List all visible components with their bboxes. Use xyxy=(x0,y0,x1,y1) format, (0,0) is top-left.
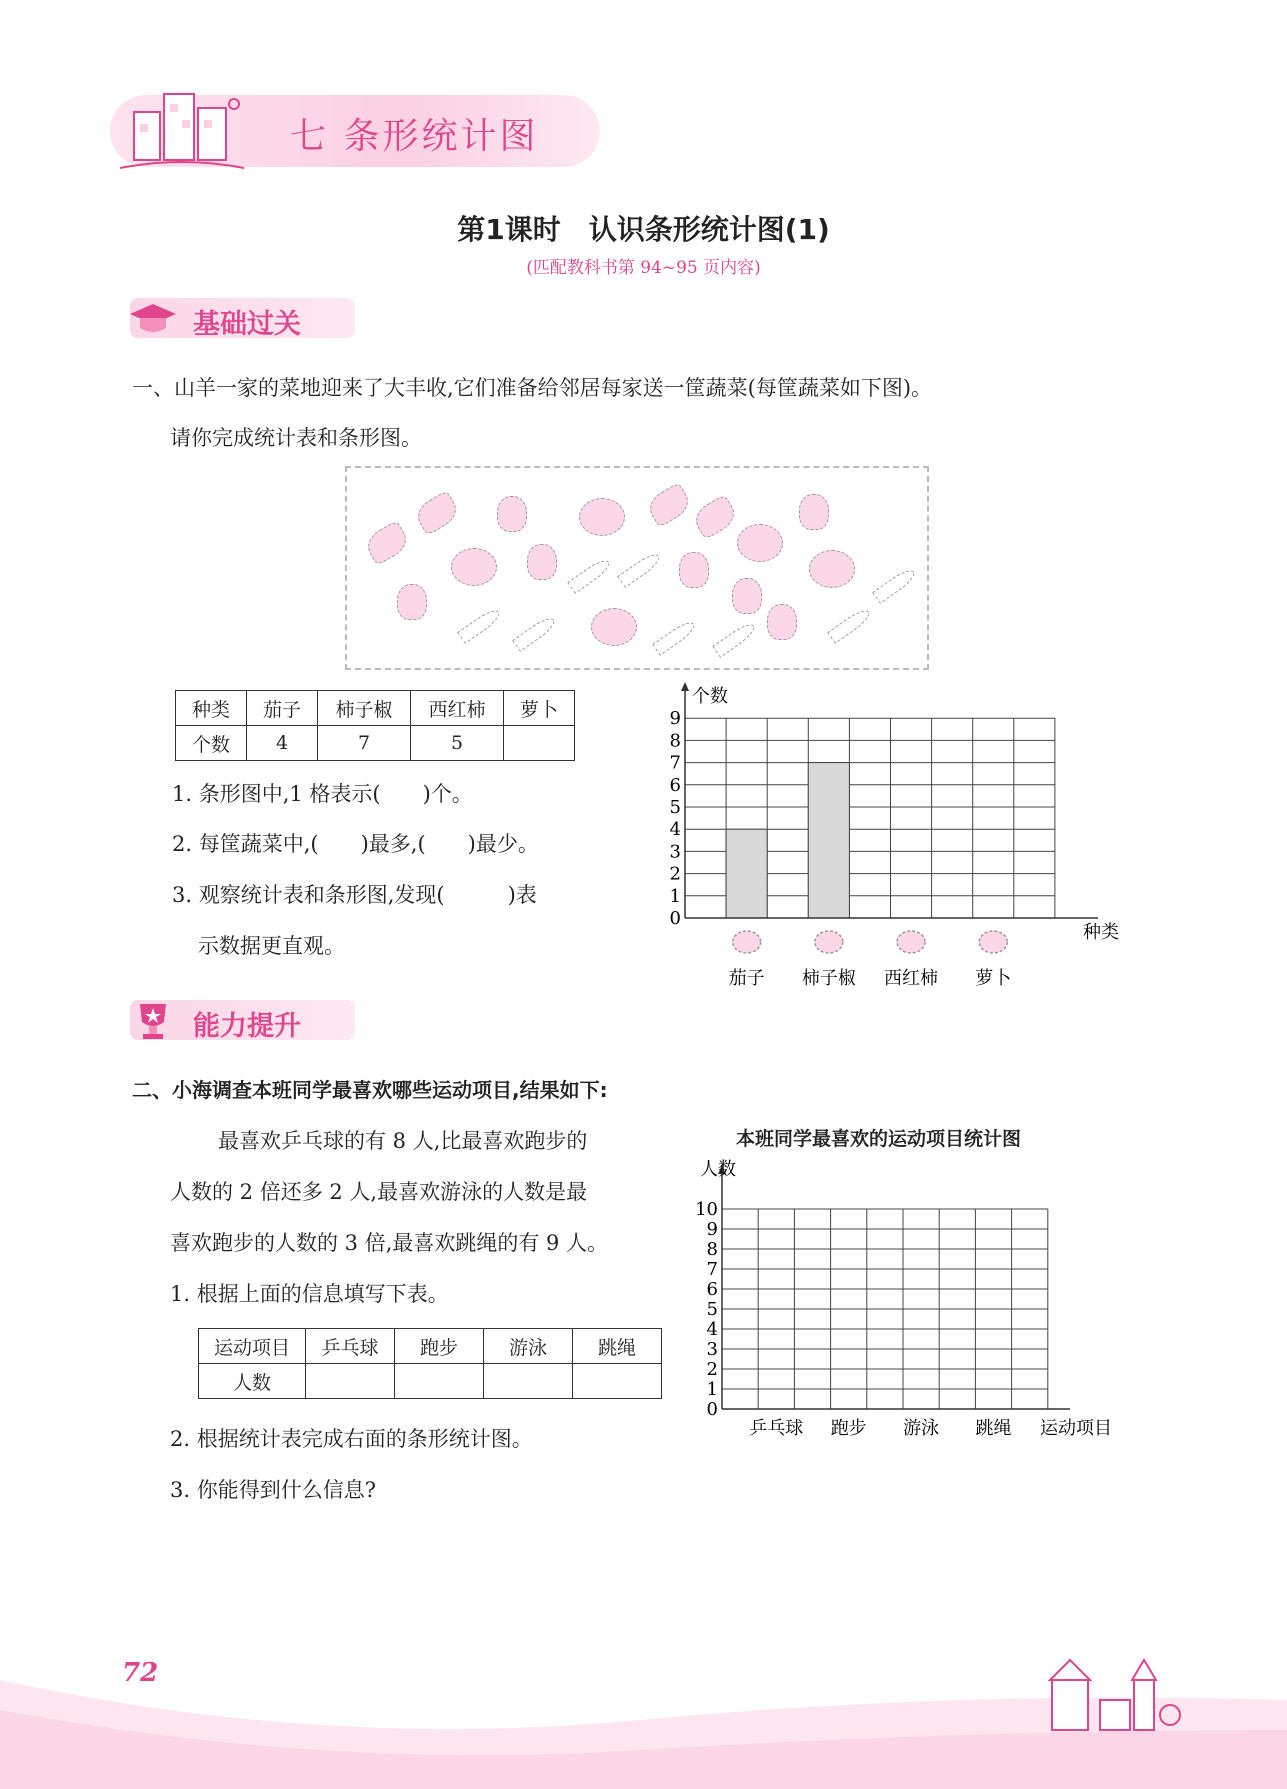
x-tick-label: 西红柿 xyxy=(884,968,939,989)
table-cell: 游泳 xyxy=(484,1329,573,1364)
y-tick-label: 3 xyxy=(706,1339,718,1360)
y-tick-label: 2 xyxy=(706,1359,718,1380)
carrot-icon xyxy=(712,620,758,658)
table-cell-blank[interactable] xyxy=(395,1364,484,1399)
q2-paragraph-line2: 人数的 2 倍还多 2 人,最喜欢游泳的人数是最 xyxy=(170,1180,588,1204)
bar-柿子椒 xyxy=(808,763,849,918)
y-tick-label: 0 xyxy=(706,1399,718,1420)
pepper-icon xyxy=(815,931,843,953)
carrot-icon xyxy=(979,931,1007,953)
y-tick-label: 4 xyxy=(706,1319,718,1340)
pepper-icon xyxy=(799,494,829,530)
chapter-title: 七 条形统计图 xyxy=(290,116,539,157)
eggplant-icon xyxy=(644,482,694,528)
table-cell: 个数 xyxy=(176,726,247,761)
q2-sub1: 1. 根据上面的信息填写下表。 xyxy=(170,1282,449,1306)
q2-sub3: 3. 你能得到什么信息? xyxy=(170,1478,376,1502)
eggplant-icon xyxy=(733,931,761,953)
graduation-cap-icon xyxy=(128,298,178,340)
x-tick-label: 游泳 xyxy=(903,1418,940,1439)
x-axis-label: 种类 xyxy=(1083,922,1119,943)
eggplant-icon xyxy=(362,520,412,566)
q2-title: 二、小海调查本班同学最喜欢哪些运动项目,结果如下: xyxy=(132,1078,608,1102)
y-tick-label: 4 xyxy=(669,819,681,841)
y-tick-label: 8 xyxy=(706,1239,718,1260)
tomato-icon xyxy=(451,548,497,586)
q1-line1: 一、山羊一家的菜地迎来了大丰收,它们准备给邻居每家送一筐蔬菜(每筐蔬菜如下图)。 xyxy=(132,376,933,400)
y-tick-label: 9 xyxy=(706,1219,718,1240)
section-title-advance: 能力提升 xyxy=(193,1011,301,1042)
q1-sub3a: 3. 观察统计表和条形图,发现( )表 xyxy=(172,883,537,907)
lesson-subtitle: (匹配教科书第 94~95 页内容) xyxy=(526,258,761,278)
q1-sub1: 1. 条形图中,1 格表示( )个。 xyxy=(172,782,473,806)
table-row xyxy=(199,1329,662,1364)
carrot-icon xyxy=(457,606,503,644)
table-cell: 茄子 xyxy=(247,691,318,726)
table-cell: 人数 xyxy=(199,1364,306,1399)
eggplant-icon xyxy=(690,494,740,540)
table-cell: 7 xyxy=(318,726,411,761)
y-tick-label: 9 xyxy=(669,708,681,730)
vegetable-table xyxy=(175,690,575,761)
tomato-icon xyxy=(737,524,783,562)
q1-sub2: 2. 每筐蔬菜中,( )最多,( )最少。 xyxy=(172,832,539,856)
y-tick-label: 10 xyxy=(695,1199,718,1220)
carrot-icon xyxy=(652,618,698,656)
y-tick-label: 5 xyxy=(669,797,681,818)
lesson-title: 第1课时 认识条形统计图(1) xyxy=(457,213,830,246)
tomato-icon xyxy=(579,498,625,536)
pepper-icon xyxy=(679,552,709,588)
carrot-icon xyxy=(512,614,558,652)
y-tick-label: 7 xyxy=(669,752,681,774)
q1-sub3b: 示数据更直观。 xyxy=(198,934,345,958)
y-tick-label: 3 xyxy=(669,841,681,863)
carrot-icon xyxy=(827,606,873,644)
section-title-basic: 基础过关 xyxy=(193,309,301,340)
table-cell-blank[interactable] xyxy=(306,1364,395,1399)
pepper-icon xyxy=(397,584,427,620)
pepper-icon xyxy=(767,604,797,640)
castle-icon xyxy=(112,72,252,180)
y-tick-label: 8 xyxy=(669,730,681,752)
y-axis-label: 个数 xyxy=(692,686,728,707)
pepper-icon xyxy=(732,578,762,614)
x-tick-label: 茄子 xyxy=(728,968,765,989)
table-cell: 柿子椒 xyxy=(318,691,411,726)
y-axis-label: 人数 xyxy=(700,1159,736,1180)
tomato-icon xyxy=(897,931,925,953)
table-cell-blank[interactable] xyxy=(573,1364,662,1399)
table-cell: 萝卜 xyxy=(504,691,575,726)
chart2-title: 本班同学最喜欢的运动项目统计图 xyxy=(736,1128,1022,1150)
footer-wave xyxy=(0,1640,1287,1789)
pepper-icon xyxy=(497,496,527,532)
table-cell-blank[interactable] xyxy=(484,1364,573,1399)
y-tick-label: 2 xyxy=(669,863,681,885)
table-cell: 5 xyxy=(411,726,504,761)
q2-paragraph-line3: 喜欢跑步的人数的 3 倍,最喜欢跳绳的有 9 人。 xyxy=(170,1231,609,1255)
table-cell: 跳绳 xyxy=(573,1329,662,1364)
sports-bar-chart xyxy=(690,1155,1150,1445)
x-tick-label: 跳绳 xyxy=(975,1418,1012,1439)
sports-table xyxy=(198,1328,662,1399)
y-tick-label: 7 xyxy=(706,1259,718,1280)
table-cell: 西红柿 xyxy=(411,691,504,726)
carrot-icon xyxy=(567,556,613,594)
carrot-icon xyxy=(617,550,663,588)
vegetable-bar-chart xyxy=(640,680,1160,1000)
page-number: 72 xyxy=(122,1658,159,1688)
q1-line2: 请你完成统计表和条形图。 xyxy=(170,426,422,450)
trophy-icon xyxy=(130,998,176,1042)
table-cell: 跑步 xyxy=(395,1329,484,1364)
table-row xyxy=(199,1364,662,1399)
eggplant-icon xyxy=(412,490,462,536)
x-tick-label: 萝卜 xyxy=(975,968,1012,989)
tomato-icon xyxy=(591,608,637,646)
table-cell: 4 xyxy=(247,726,318,761)
vegetable-basket-image xyxy=(345,466,929,670)
table-row xyxy=(176,691,575,726)
y-tick-label: 5 xyxy=(706,1299,718,1320)
y-tick-label: 6 xyxy=(669,774,681,796)
x-tick-label: 柿子椒 xyxy=(801,968,856,989)
bar-茄子 xyxy=(726,829,767,918)
table-cell: 乒乓球 xyxy=(306,1329,395,1364)
q2-paragraph-line1: 最喜欢乒乓球的有 8 人,比最喜欢跑步的 xyxy=(218,1129,588,1153)
x-axis-label: 运动项目 xyxy=(1040,1418,1112,1439)
carrot-icon xyxy=(872,566,918,604)
tomato-icon xyxy=(809,550,855,588)
table-cell: 运动项目 xyxy=(199,1329,306,1364)
table-cell-blank[interactable] xyxy=(504,726,575,761)
table-row xyxy=(176,726,575,761)
x-tick-label: 乒乓球 xyxy=(749,1418,804,1439)
y-tick-label: 1 xyxy=(706,1379,718,1400)
q2-sub2: 2. 根据统计表完成右面的条形统计图。 xyxy=(170,1427,533,1451)
y-axis-arrow xyxy=(681,682,689,691)
x-tick-label: 跑步 xyxy=(830,1418,867,1439)
y-tick-label: 0 xyxy=(669,908,681,929)
table-cell: 种类 xyxy=(176,691,247,726)
y-tick-label: 6 xyxy=(706,1279,718,1300)
town-illustration xyxy=(1050,1660,1180,1730)
y-tick-label: 1 xyxy=(669,885,681,907)
pepper-icon xyxy=(527,544,557,580)
